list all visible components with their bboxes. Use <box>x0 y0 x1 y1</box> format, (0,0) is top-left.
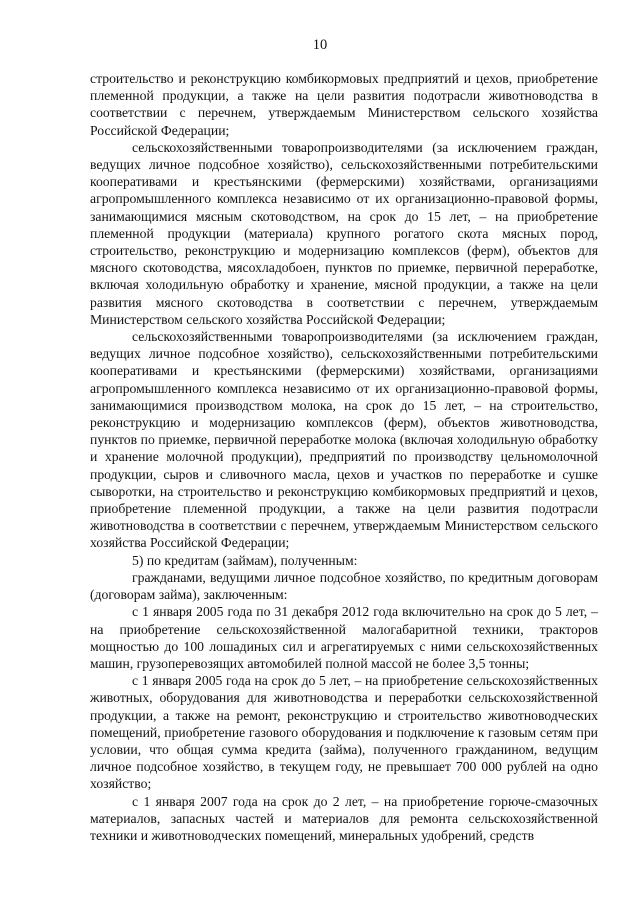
paragraph-item-5-heading: 5) по кредитам (займам), полученным: <box>132 552 358 568</box>
paragraph-loans-2005-2012: с 1 января 2005 года по 31 декабря 2012 года включительно на срок до 5 лет, – на приобретение сельскохозяйственной малогабаритной техники, тракторов мощностью до 100 лошадиных сил и агрегатируемых с ними сельскохозяйственных машин, грузоперевозящих автомобилей полной массой не более 3,5 тонны; <box>90 604 598 671</box>
document-body <box>90 70 598 844</box>
paragraph-household-plot-citizens: гражданами, ведущими личное подсобное хозяйство, по кредитным договорам (договорам займа), заключенным: <box>90 569 598 603</box>
page-number: 10 <box>312 37 328 53</box>
paragraph-loans-2007-fuel: с 1 января 2007 года на срок до 2 лет, – на приобретение горюче-смазочных материалов, запасных частей и материалов для ремонта сельскохозяйственной техники и животноводческих помещений, минеральных удобрений, средств <box>90 793 598 843</box>
paragraph-loans-2005-livestock: с 1 января 2005 года на срок до 5 лет, – на приобретение сельскохозяйственных животных, оборудования для животноводства и переработки сельскохозяйственной продукции, а также на ремонт, реконструкцию и строительство животноводческих помещений, приобретение газового оборудования и подключение к газовым сетям при условии, что общая сумма кредита (займа), полученного гражданином, ведущим личное подсобное хозяйство, в текущем году, не превышает 700 000 рублей на одно хозяйство; <box>90 673 598 792</box>
paragraph-meat-cattle-breeding: сельскохозяйственными товаропроизводителями (за исключением граждан, ведущих личное подсобное хозяйство), сельскохозяйственными потребительскими кооперативами и крестьянскими (фермерскими) хозяйствами, организациями агропромышленного комплекса независимо от их организационно-правовой формы, занимающимися мясным скотоводством, на срок до 15 лет, – на приобретение племенной продукции (материала) крупного рогатого скота мясных пород, строительство, реконструкцию и модернизацию комплексов (ферм), объектов для мясного скотоводства, мясохладобоен, пунктов по приемке, первичной переработке, включая холодильную обработку и хранение, мясной продукции, а также на цели развития мясного скотоводства в соответствии с перечнем, утверждаемым Министерством сельского хозяйства Российской Федерации; <box>90 139 598 327</box>
paragraph-dairy-production: сельскохозяйственными товаропроизводителями (за исключением граждан, ведущих личное подсобное хозяйство), сельскохозяйственными потребительскими кооперативами и крестьянскими (фермерскими) хозяйствами, организациями агропромышленного комплекса независимо от их организационно-правовой формы, занимающимися производством молока, на срок до 15 лет, – на строительство, реконструкцию и модернизацию комплексов (ферм), объектов животноводства, пунктов по приемке, первичной переработке молока (включая холодильную обработку и хранение молочной продукции), предприятий по производству цельномолочной продукции, сыров и сливочного масла, цехов и участков по переработке и сушке сыворотки, на строительство и реконструкцию комбикормовых предприятий и цехов, приобретение племенной продукции, а также на цели развития подотрасли животноводства в соответствии с перечнем, утверждаемым Министерством сельского хозяйства Российской Федерации; <box>90 329 598 551</box>
paragraph-continuation: строительство и реконструкцию комбикормовых предприятий и цехов, приобретение племенной продукции, а также на цели развития подотрасли животноводства в соответствии с перечнем, утверждаемым Министерством сельского хозяйства Российской Федерации; <box>90 71 598 138</box>
